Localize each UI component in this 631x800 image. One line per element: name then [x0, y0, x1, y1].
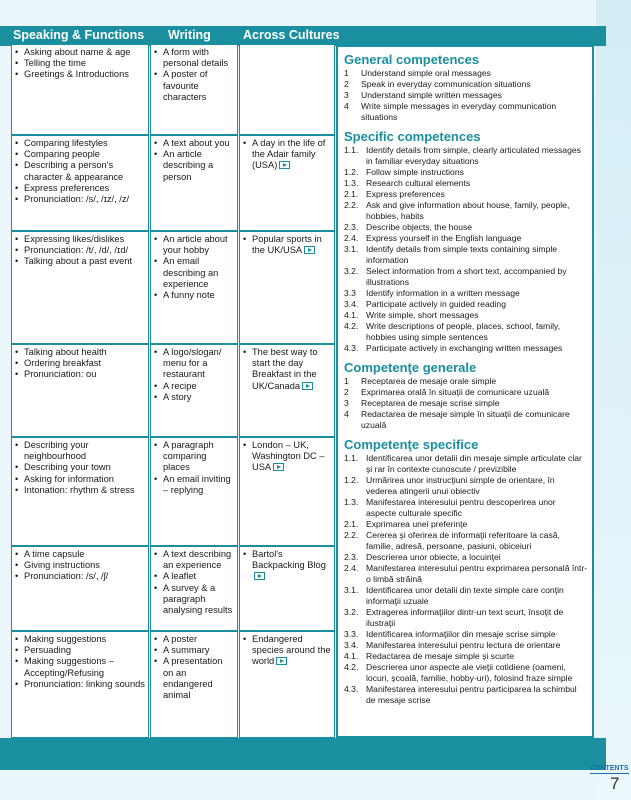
- list-item: • A text about you: [153, 138, 235, 149]
- table-cell-cultures: [239, 44, 335, 135]
- competence-item: 1 Understand simple oral messages: [344, 68, 491, 78]
- footer-band: [0, 738, 606, 770]
- video-icon[interactable]: [273, 463, 284, 471]
- side-stripe: [596, 0, 631, 800]
- table-cell-text: [242, 138, 332, 172]
- list-item: • A day in the life of the Adair family (USA): [242, 138, 332, 172]
- competence-item: 4.1. Redactarea de mesaje simple şi scurte: [344, 651, 515, 661]
- competence-item: 3.2. Select information from a short text, accompanied by illustrations: [344, 266, 567, 287]
- ro-specific-heading: Competenţe specifice: [344, 437, 479, 452]
- competence-item: 3.3 Identify information in a written message: [344, 288, 520, 298]
- competence-item: 4.3. Manifestarea interesului pentru participarea la schimbul de mesaje scrise: [344, 684, 577, 705]
- competence-item: 1.2. Follow simple instructions: [344, 167, 464, 177]
- list-item: • A survey & a paragraph analysing results: [153, 583, 235, 617]
- video-icon[interactable]: [276, 657, 287, 665]
- list-item: • Telling the time: [14, 58, 146, 69]
- table-cell-text: [153, 47, 235, 103]
- competence-item: 2 Exprimarea orală în situaţii de comunicare uzuală: [344, 387, 550, 397]
- list-item: • Describing your town: [14, 462, 146, 473]
- competence-item: 2.4. Express yourself in the English language: [344, 233, 522, 243]
- header-cultures: Across Cultures: [243, 28, 340, 42]
- competence-item: 2.3. Describe objects, the house: [344, 222, 473, 232]
- table-cell-text: [14, 549, 146, 583]
- competence-item: 2 Speak in everyday communication situations: [344, 79, 531, 89]
- ro-general-heading: Competenţe generale: [344, 360, 477, 375]
- header-writing: Writing: [168, 28, 211, 42]
- competence-item: 1.3. Manifestarea interesului pentru descoperirea unor aspecte culturale specific: [344, 497, 556, 518]
- competence-item: 3.1. Identify details from simple texts containing simple information: [344, 244, 558, 265]
- table-cell-text: [242, 234, 332, 256]
- competence-item: 2.1. Exprimarea unei preferinţe: [344, 519, 468, 529]
- header-speaking: Speaking & Functions: [13, 28, 145, 42]
- list-item: • Giving instructions: [14, 560, 146, 571]
- table-cell-text: [242, 634, 332, 668]
- list-item: • A paragraph comparing places: [153, 440, 235, 474]
- list-item: • A leaflet: [153, 571, 235, 582]
- table-cell-text: [153, 634, 235, 701]
- list-item: • Persuading: [14, 645, 146, 656]
- table-cell-text: [242, 549, 332, 583]
- list-item: • An email inviting – replying: [153, 474, 235, 496]
- list-item: • A time capsule: [14, 549, 146, 560]
- page-number: 7: [610, 774, 620, 793]
- list-item: • An email describing an experience: [153, 256, 235, 290]
- ro-specific-list: [344, 453, 588, 706]
- competence-item: 3.4. Manifestarea interesului pentru lectura de orientare: [344, 640, 561, 650]
- competence-item: 3 Receptarea de mesaje scrise simple: [344, 398, 500, 408]
- competence-item: 3.1. Identificarea unor detalii din texte simple care conţin informaţii uzuale: [344, 585, 564, 606]
- video-icon[interactable]: [302, 382, 313, 390]
- list-item: • Intonation: rhythm & stress: [14, 485, 146, 496]
- list-item: • Endangered species around the world: [242, 634, 332, 668]
- table-cell-text: [242, 440, 332, 474]
- list-item: • London – UK, Washington DC – USA: [242, 440, 332, 474]
- list-item: • Pronunciation: linking sounds: [14, 679, 146, 690]
- competence-item: 1.2. Urmărirea unor instrucţiuni simple de orientare, în vederea atingerii unui obiectiv: [344, 475, 555, 496]
- list-item: • A funny note: [153, 290, 235, 301]
- competences-panel: [336, 45, 594, 738]
- general-competences-heading: General competences: [344, 52, 480, 67]
- list-item: • Pronunciation: /s/, /ʃ/: [14, 571, 146, 582]
- list-item: • An article describing a person: [153, 149, 235, 183]
- list-item: • Talking about health: [14, 347, 146, 358]
- list-item: • Talking about a past event: [14, 256, 146, 267]
- competence-item: 2.2. Ask and give information about house, family, people, hobbies, habits: [344, 200, 570, 221]
- list-item: • Making suggestions: [14, 634, 146, 645]
- list-item: • Bartol's Backpacking Blog: [242, 549, 332, 583]
- list-item: • A story: [153, 392, 235, 403]
- competence-item: 4 Write simple messages in everyday communication situations: [344, 101, 557, 122]
- competence-item: 3 Understand simple written messages: [344, 90, 502, 100]
- competence-item: 4.2. Write descriptions of people, places, school, family, hobbies using simple sentences: [344, 321, 561, 342]
- competence-item: 2.1. Express preferences: [344, 189, 445, 199]
- competence-item: 1.1. Identify details from simple, clearly articulated messages in familiar everyday situations: [344, 145, 581, 166]
- contents-link[interactable]: CONTENTS: [590, 765, 629, 772]
- general-competences-list: [344, 68, 588, 123]
- table-cell-text: [153, 440, 235, 496]
- list-item: • Greetings & Introductions: [14, 69, 146, 80]
- competence-item: 4.2. Descrierea unor aspecte ale vieţii cotidiene (oameni, locuri, şcoală, familie, hobby-uri), folosind fraze simple: [344, 662, 573, 683]
- competence-item: 2.3. Descrierea unor obiecte, a locuinţei: [344, 552, 501, 562]
- competence-item: 1 Receptarea de mesaje orale simple: [344, 376, 497, 386]
- list-item: • Expressing likes/dislikes: [14, 234, 146, 245]
- list-item: • Comparing lifestyles: [14, 138, 146, 149]
- competence-item: 4.1. Write simple, short messages: [344, 310, 479, 320]
- video-icon[interactable]: [254, 572, 265, 580]
- table-cell-text: [14, 634, 146, 690]
- table-cell-text: [153, 234, 235, 301]
- video-icon[interactable]: [304, 246, 315, 254]
- list-item: • Pronunciation: /s/, /ɪz/, /z/: [14, 194, 146, 205]
- competence-item: 3.2. Extragerea informaţiilor dintr-un text scurt, însoţit de ilustraţii: [344, 607, 564, 628]
- table-cell-text: [14, 234, 146, 268]
- table-cell-text: [14, 347, 146, 381]
- competence-item: 1.1. Identificarea unor detalii din mesaje simple articulate clar şi rar în contexte cunoscute / previzibile: [344, 453, 582, 474]
- table-cell-text: [14, 47, 146, 81]
- video-icon[interactable]: [279, 161, 290, 169]
- list-item: • A poster of favourite characters: [153, 69, 235, 103]
- table-cell-text: [153, 549, 235, 616]
- list-item: • A poster: [153, 634, 235, 645]
- competence-item: 2.2. Cererea şi oferirea de informaţii referitoare la casă, familie, adresă, persoane, pasiuni, obiceiuri: [344, 530, 560, 551]
- list-item: • Comparing people: [14, 149, 146, 160]
- list-item: • Describing a person's character & appearance: [14, 160, 146, 182]
- list-item: • A recipe: [153, 381, 235, 392]
- list-item: • Asking about name & age: [14, 47, 146, 58]
- competence-item: 2.4. Manifestarea interesului pentru exprimarea personală într-o limbă străină: [344, 563, 588, 584]
- table-cell-text: [14, 440, 146, 496]
- competence-item: 3.4. Participate actively in guided reading: [344, 299, 506, 309]
- list-item: • A text describing an experience: [153, 549, 235, 571]
- ro-general-list: [344, 376, 588, 431]
- table-cell-text: [153, 138, 235, 183]
- list-item: • Pronunciation: ou: [14, 369, 146, 380]
- competence-item: 1.3. Research cultural elements: [344, 178, 471, 188]
- list-item: • An article about your hobby: [153, 234, 235, 256]
- table-cell-text: [14, 138, 146, 205]
- list-item: • A form with personal details: [153, 47, 235, 69]
- list-item: • Describing your neighbourhood: [14, 440, 146, 462]
- table-cell-text: [242, 347, 332, 392]
- list-item: • A summary: [153, 645, 235, 656]
- list-item: • Making suggestions – Accepting/Refusing: [14, 656, 146, 678]
- list-item: • Asking for information: [14, 474, 146, 485]
- table-cell-text: [153, 347, 235, 403]
- list-item: • Popular sports in the UK/USA: [242, 234, 332, 256]
- list-item: • Pronunciation: /t/, /d/, /ɪd/: [14, 245, 146, 256]
- list-item: • Ordering breakfast: [14, 358, 146, 369]
- competence-item: 4 Redactarea de mesaje simple în situaţii de comunicare uzuală: [344, 409, 570, 430]
- list-item: • A logo/slogan/ menu for a restaurant: [153, 347, 235, 381]
- list-item: • A presentation on an endangered animal: [153, 656, 235, 701]
- competence-item: 3.3. Identificarea informaţiilor din mesaje scrise simple: [344, 629, 556, 639]
- specific-competences-heading: Specific competences: [344, 129, 481, 144]
- specific-competences-list: [344, 145, 588, 354]
- competence-item: 4.3. Participate actively in exchanging written messages: [344, 343, 563, 353]
- list-item: • The best way to start the day Breakfast in the UK/Canada: [242, 347, 332, 392]
- list-item: • Express preferences: [14, 183, 146, 194]
